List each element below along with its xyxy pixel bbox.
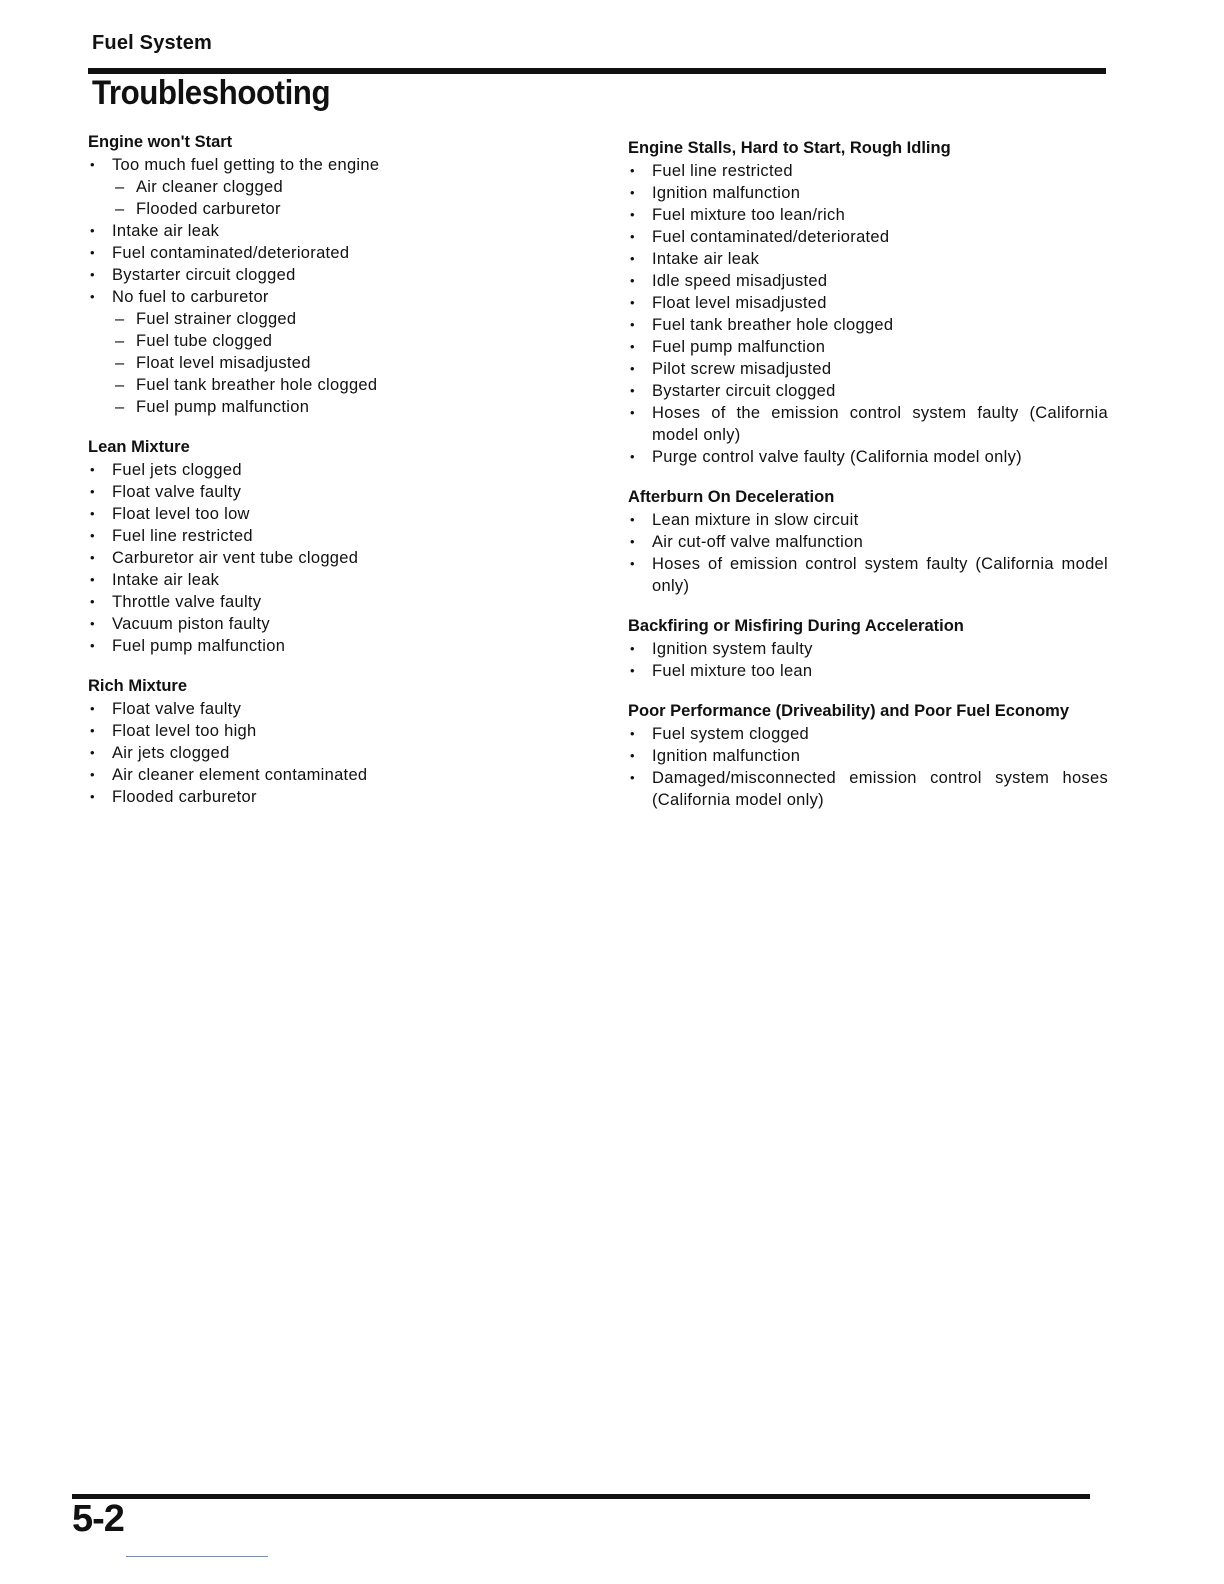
- section-backfiring-or-misfiring-during-acceleration: [628, 615, 1108, 682]
- cause-list: [628, 723, 1108, 811]
- section-engine-stalls-hard-to-start-rough-idling: [628, 137, 1108, 468]
- scan-artifact-line: [126, 1556, 268, 1557]
- section-rich-mixture: [88, 675, 558, 808]
- cause-text: Fuel contaminated/deteriorated: [652, 228, 890, 246]
- sub-cause-list: [112, 308, 558, 418]
- cause-list: [88, 698, 558, 808]
- cause-text: Flooded carburetor: [112, 788, 257, 806]
- cause-item: [628, 638, 1108, 660]
- cause-item: [88, 264, 558, 286]
- cause-item: [88, 720, 558, 742]
- cause-item: [88, 286, 558, 418]
- cause-item: [628, 204, 1108, 226]
- cause-item: [88, 459, 558, 481]
- cause-item: [628, 226, 1108, 248]
- cause-item: [88, 220, 558, 242]
- page-number: 5-2: [72, 1498, 124, 1540]
- cause-item: [88, 591, 558, 613]
- cause-text: Fuel mixture too lean/rich: [652, 206, 846, 224]
- cause-text: Fuel contaminated/deteriorated: [112, 244, 350, 262]
- section-engine-won-t-start: [88, 131, 558, 418]
- cause-text: Fuel pump malfunction: [652, 338, 826, 356]
- sub-cause-item: – Fuel tank breather hole clogged: [112, 374, 558, 396]
- cause-text: Fuel system clogged: [652, 725, 810, 743]
- cause-text: Intake air leak: [112, 571, 220, 589]
- section-title: Engine Stalls, Hard to Start, Rough Idling: [628, 139, 951, 157]
- cause-item: [628, 248, 1108, 270]
- cause-text: Intake air leak: [652, 250, 760, 268]
- cause-item: [628, 745, 1108, 767]
- sub-cause-item: – Fuel tube clogged: [112, 330, 558, 352]
- cause-text: Float level too low: [112, 505, 250, 523]
- cause-text: Bystarter circuit clogged: [652, 382, 836, 400]
- cause-text: Vacuum piston faulty: [112, 615, 270, 633]
- section-afterburn-on-deceleration: [628, 486, 1108, 597]
- cause-text: Idle speed misadjusted: [652, 272, 828, 290]
- cause-item: [88, 613, 558, 635]
- cause-text: Air cut-off valve malfunction: [652, 533, 864, 551]
- cause-list: [628, 638, 1108, 682]
- cause-text: Lean mixture in slow circuit: [652, 511, 859, 529]
- cause-text: Hoses of emission control system faulty (California model only): [652, 555, 1108, 595]
- cause-list: [628, 509, 1108, 597]
- cause-text: Throttle valve faulty: [112, 593, 262, 611]
- section-title: Rich Mixture: [88, 677, 188, 695]
- cause-item: [628, 446, 1108, 468]
- section-title: Backfiring or Misfiring During Acceleration: [628, 617, 964, 635]
- cause-item: [88, 569, 558, 591]
- cause-text: Damaged/misconnected emission control system hoses (California model only): [652, 769, 1108, 809]
- cause-text: Fuel line restricted: [112, 527, 253, 545]
- cause-text: Purge control valve faulty (California model only): [652, 448, 1022, 466]
- section-lean-mixture: [88, 436, 558, 657]
- cause-item: [88, 154, 558, 220]
- cause-item: [88, 635, 558, 657]
- sub-cause-item: – Float level misadjusted: [112, 352, 558, 374]
- cause-list: [88, 154, 558, 418]
- cause-item: [88, 242, 558, 264]
- cause-text: Hoses of the emission control system faulty (California model only): [652, 404, 1108, 444]
- cause-item: [628, 402, 1108, 446]
- cause-text: Air cleaner element contaminated: [112, 766, 368, 784]
- cause-item: [628, 314, 1108, 336]
- cause-item: [88, 786, 558, 808]
- sub-cause-list: [112, 176, 558, 220]
- cause-text: Fuel jets clogged: [112, 461, 242, 479]
- cause-item: [628, 660, 1108, 682]
- cause-text: Ignition system faulty: [652, 640, 813, 658]
- cause-text: Fuel tank breather hole clogged: [652, 316, 894, 334]
- sub-cause-item: – Fuel pump malfunction: [112, 396, 558, 418]
- cause-item: [628, 160, 1108, 182]
- cause-list: [628, 160, 1108, 468]
- cause-text: No fuel to carburetor: [112, 288, 269, 306]
- cause-item: [628, 270, 1108, 292]
- cause-item: [628, 336, 1108, 358]
- cause-item: [88, 547, 558, 569]
- cause-item: [88, 525, 558, 547]
- cause-item: [628, 509, 1108, 531]
- left-column: [88, 131, 558, 826]
- cause-text: Pilot screw misadjusted: [652, 360, 832, 378]
- sub-cause-item: – Air cleaner clogged: [112, 176, 558, 198]
- cause-item: [88, 503, 558, 525]
- section-title: Afterburn On Deceleration: [628, 488, 835, 506]
- cause-item: [628, 292, 1108, 314]
- cause-item: [628, 358, 1108, 380]
- section-title: Poor Performance (Driveability) and Poor Fuel Economy: [628, 702, 1070, 720]
- cause-text: Fuel line restricted: [652, 162, 793, 180]
- page-title: Troubleshooting: [92, 74, 331, 112]
- cause-item: [88, 698, 558, 720]
- cause-item: [628, 182, 1108, 204]
- cause-text: Bystarter circuit clogged: [112, 266, 296, 284]
- cause-text: Intake air leak: [112, 222, 220, 240]
- cause-text: Float valve faulty: [112, 483, 242, 501]
- cause-text: Carburetor air vent tube clogged: [112, 549, 359, 567]
- section-title: Lean Mixture: [88, 438, 190, 456]
- cause-item: [628, 380, 1108, 402]
- cause-text: Fuel pump malfunction: [112, 637, 286, 655]
- cause-text: Float level misadjusted: [652, 294, 827, 312]
- cause-item: [628, 531, 1108, 553]
- footer-rule: [72, 1494, 1090, 1499]
- cause-item: [628, 723, 1108, 745]
- section-label: Fuel System: [92, 32, 213, 54]
- cause-text: Fuel mixture too lean: [652, 662, 813, 680]
- cause-text: Too much fuel getting to the engine: [112, 156, 380, 174]
- cause-text: Ignition malfunction: [652, 747, 801, 765]
- cause-text: Float valve faulty: [112, 700, 242, 718]
- cause-text: Air jets clogged: [112, 744, 230, 762]
- cause-text: Ignition malfunction: [652, 184, 801, 202]
- cause-item: [88, 764, 558, 786]
- right-column: [628, 137, 1108, 829]
- section-title: Engine won't Start: [88, 133, 233, 151]
- cause-item: [88, 742, 558, 764]
- cause-text: Float level too high: [112, 722, 257, 740]
- sub-cause-item: – Fuel strainer clogged: [112, 308, 558, 330]
- cause-item: [628, 553, 1108, 597]
- cause-list: [88, 459, 558, 657]
- sub-cause-item: – Flooded carburetor: [112, 198, 558, 220]
- section-poor-performance-driveability-and-poor-fuel-economy: [628, 700, 1108, 811]
- cause-item: [628, 767, 1108, 811]
- cause-item: [88, 481, 558, 503]
